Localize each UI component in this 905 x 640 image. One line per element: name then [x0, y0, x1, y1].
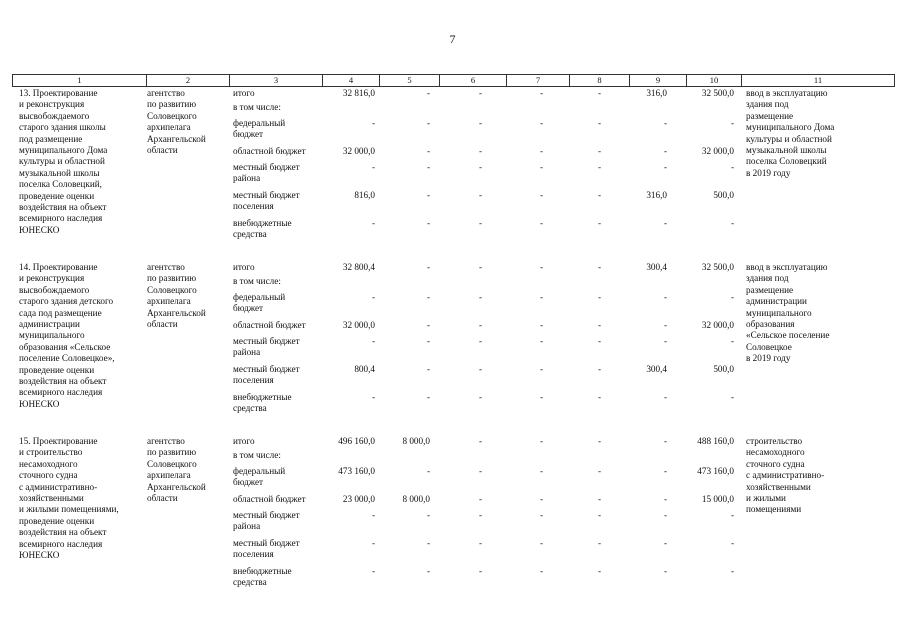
- funding-source-label: областной бюджет: [233, 320, 306, 330]
- funding-value: -: [730, 292, 734, 302]
- funding-value: -: [426, 510, 430, 520]
- funding-value: 32 500,0: [701, 262, 734, 272]
- funding-value: 816,0: [354, 190, 375, 200]
- funding-value: 473 160,0: [697, 466, 734, 476]
- funding-source-label: внебюджетные средства: [233, 392, 292, 414]
- funding-value: -: [371, 162, 375, 172]
- funding-value: -: [478, 436, 482, 446]
- funding-source-label: местный бюджет района: [233, 336, 300, 358]
- funding-value: -: [478, 566, 482, 576]
- funding-value: -: [539, 436, 543, 446]
- funding-value: -: [597, 336, 601, 346]
- funding-value: -: [730, 162, 734, 172]
- funding-value: -: [371, 336, 375, 346]
- funding-value: -: [539, 364, 543, 374]
- funding-source-label: федеральный бюджет: [233, 466, 286, 488]
- funding-value: -: [597, 292, 601, 302]
- funding-value: -: [426, 292, 430, 302]
- funding-value: -: [663, 320, 667, 330]
- funding-value: -: [597, 494, 601, 504]
- funding-value: -: [730, 118, 734, 128]
- funding-value: -: [371, 566, 375, 576]
- funding-value: -: [371, 292, 375, 302]
- funding-value: -: [730, 218, 734, 228]
- responsible-agency: агентство по развитию Соловецкого архипелага Архангельской области: [147, 436, 206, 504]
- funding-value: -: [478, 336, 482, 346]
- funding-value: 496 160,0: [338, 436, 375, 446]
- funding-value: -: [597, 566, 601, 576]
- funding-value: 800,4: [354, 364, 375, 374]
- header-col-6: 6: [439, 75, 506, 86]
- funding-value: -: [539, 88, 543, 98]
- funding-value: -: [426, 262, 430, 272]
- funding-value: -: [478, 538, 482, 548]
- funding-value: 500,0: [713, 364, 734, 374]
- funding-value: -: [371, 118, 375, 128]
- funding-value: -: [663, 510, 667, 520]
- funding-source-label: в том числе:: [233, 450, 281, 460]
- funding-value: -: [597, 190, 601, 200]
- funding-value: 32 000,0: [701, 146, 734, 156]
- funding-value: -: [478, 320, 482, 330]
- funding-value: 15 000,0: [701, 494, 734, 504]
- funding-value: -: [597, 118, 601, 128]
- funding-value: -: [426, 538, 430, 548]
- funding-value: -: [597, 146, 601, 156]
- table-header: [12, 74, 895, 87]
- funding-value: 316,0: [646, 190, 667, 200]
- funding-value: -: [478, 162, 482, 172]
- funding-source-label: внебюджетные средства: [233, 218, 292, 240]
- funding-value: -: [730, 566, 734, 576]
- funding-value: 488 160,0: [697, 436, 734, 446]
- funding-value: -: [426, 364, 430, 374]
- funding-source-label: областной бюджет: [233, 146, 306, 156]
- expected-result: ввод в эксплуатацию здания под размещение муниципального Дома культуры и областной музыкальной школы поселка Соловецкий в 2019 году: [746, 88, 835, 178]
- funding-source-label: в том числе:: [233, 276, 281, 286]
- funding-value: -: [539, 320, 543, 330]
- funding-value: -: [663, 494, 667, 504]
- funding-value: -: [478, 292, 482, 302]
- funding-source-label: итого: [233, 436, 255, 446]
- funding-value: 316,0: [646, 88, 667, 98]
- funding-value: -: [597, 510, 601, 520]
- funding-value: -: [539, 118, 543, 128]
- funding-value: -: [371, 218, 375, 228]
- funding-value: -: [426, 320, 430, 330]
- funding-value: -: [539, 146, 543, 156]
- header-col-4: 4: [322, 75, 379, 86]
- funding-value: -: [597, 262, 601, 272]
- funding-value: -: [597, 88, 601, 98]
- funding-value: -: [478, 466, 482, 476]
- funding-value: -: [539, 336, 543, 346]
- funding-value: -: [663, 292, 667, 302]
- funding-value: -: [539, 494, 543, 504]
- funding-source-label: областной бюджет: [233, 494, 306, 504]
- funding-value: -: [478, 146, 482, 156]
- funding-value: -: [663, 466, 667, 476]
- funding-value: -: [597, 162, 601, 172]
- project-name: 15. Проектирование и строительство несамоходного сточного судна с административно- хозяйственными и жилыми помещениями, проведение оценки воздействия на объект всемирного наследия ЮНЕСКО: [19, 436, 119, 561]
- funding-value: -: [371, 538, 375, 548]
- funding-value: -: [539, 538, 543, 548]
- funding-source-label: федеральный бюджет: [233, 292, 286, 314]
- funding-source-label: местный бюджет поселения: [233, 190, 300, 212]
- funding-value: -: [539, 466, 543, 476]
- funding-value: -: [597, 392, 601, 402]
- funding-value: 473 160,0: [338, 466, 375, 476]
- funding-value: -: [663, 146, 667, 156]
- funding-value: -: [426, 88, 430, 98]
- funding-value: -: [597, 320, 601, 330]
- funding-value: -: [730, 538, 734, 548]
- header-col-3: 3: [229, 75, 322, 86]
- funding-value: -: [539, 190, 543, 200]
- project-name: 13. Проектирование и реконструкция высвобождаемого старого здания школы под размещение муниципального Дома культуры и областной музыкальной школы поселка Соловецкий, проведение оценки воздействия на объект всемирного наследия ЮНЕСКО: [19, 88, 108, 235]
- funding-value: 32 000,0: [701, 320, 734, 330]
- funding-source-label: местный бюджет поселения: [233, 538, 300, 560]
- funding-value: -: [478, 118, 482, 128]
- expected-result: строительство несамоходного сточного судна с административно- хозяйственными и жилыми помещениями: [746, 436, 825, 515]
- funding-value: -: [478, 262, 482, 272]
- funding-value: -: [539, 510, 543, 520]
- funding-value: -: [426, 566, 430, 576]
- funding-value: -: [426, 336, 430, 346]
- funding-value: -: [597, 466, 601, 476]
- funding-value: -: [478, 190, 482, 200]
- funding-source-label: итого: [233, 88, 255, 98]
- funding-value: -: [478, 88, 482, 98]
- funding-value: -: [371, 392, 375, 402]
- funding-source-label: итого: [233, 262, 255, 272]
- funding-value: -: [478, 364, 482, 374]
- funding-source-label: федеральный бюджет: [233, 118, 286, 140]
- funding-value: 23 000,0: [342, 494, 375, 504]
- funding-value: -: [539, 392, 543, 402]
- funding-value: 300,4: [646, 364, 667, 374]
- funding-source-label: внебюджетные средства: [233, 566, 292, 588]
- funding-value: 32 500,0: [701, 88, 734, 98]
- header-col-2: 2: [146, 75, 229, 86]
- funding-value: 500,0: [713, 190, 734, 200]
- funding-source-label: в том числе:: [233, 102, 281, 112]
- funding-value: -: [663, 392, 667, 402]
- funding-value: -: [478, 510, 482, 520]
- funding-value: -: [426, 190, 430, 200]
- funding-value: -: [539, 162, 543, 172]
- funding-value: 8 000,0: [402, 436, 430, 446]
- funding-value: -: [730, 510, 734, 520]
- funding-value: 8 000,0: [402, 494, 430, 504]
- expected-result: ввод в эксплуатацию здания под размещение администрации муниципального образования «Сельское поселение Соловецкое в 2019 году: [746, 262, 830, 364]
- header-col-11: 11: [741, 75, 894, 86]
- funding-value: -: [478, 494, 482, 504]
- funding-value: -: [478, 392, 482, 402]
- funding-value: -: [426, 392, 430, 402]
- funding-value: -: [426, 218, 430, 228]
- funding-value: 32 000,0: [342, 146, 375, 156]
- funding-value: -: [597, 538, 601, 548]
- funding-source-label: местный бюджет района: [233, 510, 300, 532]
- funding-value: -: [426, 162, 430, 172]
- funding-value: 32 800,4: [342, 262, 375, 272]
- funding-value: -: [539, 262, 543, 272]
- project-name: 14. Проектирование и реконструкция высвобождаемого старого здания детского сада под размещение администрации муниципального образования «Сельское поселение Соловецкое», проведение оценки воздействия на объект всемирного наследия ЮНЕСКО: [19, 262, 115, 409]
- funding-value: -: [597, 364, 601, 374]
- header-col-7: 7: [506, 75, 569, 86]
- header-col-10: 10: [686, 75, 741, 86]
- funding-source-label: местный бюджет района: [233, 162, 300, 184]
- header-col-1: 1: [77, 75, 82, 85]
- funding-value: -: [371, 510, 375, 520]
- header-col-5: 5: [379, 75, 439, 86]
- funding-value: -: [663, 566, 667, 576]
- funding-value: -: [426, 146, 430, 156]
- responsible-agency: агентство по развитию Соловецкого архипелага Архангельской области: [147, 88, 206, 156]
- funding-value: -: [730, 336, 734, 346]
- header-col-8: 8: [569, 75, 629, 86]
- responsible-agency: агентство по развитию Соловецкого архипелага Архангельской области: [147, 262, 206, 330]
- funding-value: -: [730, 392, 734, 402]
- funding-value: -: [539, 218, 543, 228]
- funding-value: -: [663, 436, 667, 446]
- funding-value: 32 000,0: [342, 320, 375, 330]
- funding-value: -: [478, 218, 482, 228]
- funding-source-label: местный бюджет поселения: [233, 364, 300, 386]
- funding-value: -: [539, 292, 543, 302]
- header-col-9: 9: [629, 75, 686, 86]
- funding-value: -: [663, 538, 667, 548]
- funding-value: -: [426, 466, 430, 476]
- funding-value: -: [663, 218, 667, 228]
- funding-value: -: [663, 162, 667, 172]
- funding-value: 300,4: [646, 262, 667, 272]
- page-number: 7: [449, 32, 456, 46]
- funding-value: -: [597, 218, 601, 228]
- funding-value: -: [539, 566, 543, 576]
- funding-value: -: [663, 336, 667, 346]
- funding-value: -: [663, 118, 667, 128]
- funding-value: -: [426, 118, 430, 128]
- funding-value: -: [597, 436, 601, 446]
- funding-value: 32 816,0: [342, 88, 375, 98]
